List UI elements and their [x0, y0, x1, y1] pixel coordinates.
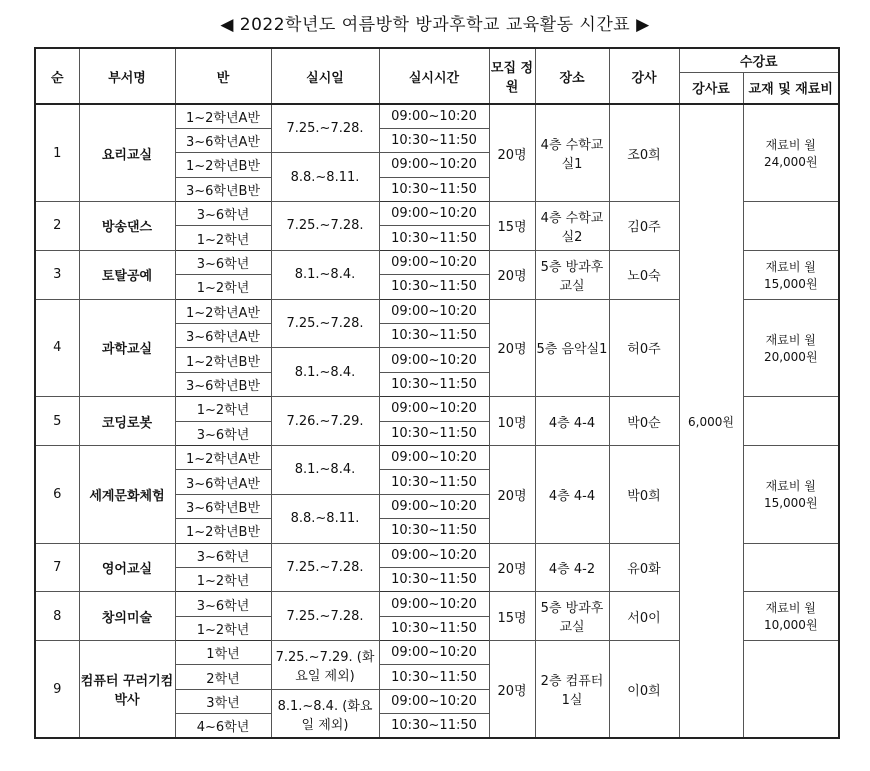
- row-number: 7: [35, 543, 79, 592]
- schedule-time: 09:00~10:20: [379, 397, 489, 421]
- schedule-time: 09:00~10:20: [379, 202, 489, 226]
- schedule-time: 10:30~11:50: [379, 665, 489, 689]
- capacity: 10명: [489, 397, 535, 446]
- place: 4층 4-2: [535, 543, 609, 592]
- class-name: 3~6학년B반: [175, 494, 271, 518]
- class-name: 3~6학년B반: [175, 177, 271, 201]
- teacher: 노0숙: [609, 250, 679, 299]
- teacher: 서0이: [609, 592, 679, 641]
- class-name: 3~6학년: [175, 421, 271, 445]
- material-fee: 재료비 월 15,000원: [743, 250, 839, 299]
- teacher: 김0주: [609, 202, 679, 251]
- header-material-fee: 교재 및 재료비: [743, 72, 839, 104]
- class-name: 1~2학년: [175, 567, 271, 591]
- schedule-time: 10:30~11:50: [379, 470, 489, 494]
- class-name: 1~2학년B반: [175, 348, 271, 372]
- schedule-date: 7.25.~7.28.: [271, 104, 379, 153]
- department-name: 방송댄스: [79, 202, 175, 251]
- schedule-table: [34, 47, 840, 739]
- class-name: 3~6학년B반: [175, 372, 271, 396]
- material-fee: 재료비 월 15,000원: [743, 445, 839, 543]
- place: 4층 4-4: [535, 445, 609, 543]
- schedule-time: 09:00~10:20: [379, 494, 489, 518]
- material-fee: 재료비 월 24,000원: [743, 104, 839, 202]
- capacity: 20명: [489, 250, 535, 299]
- capacity: 15명: [489, 592, 535, 641]
- row-number: 1: [35, 104, 79, 202]
- schedule-date: 8.1.~8.4.: [271, 348, 379, 397]
- schedule-time: 10:30~11:50: [379, 616, 489, 640]
- place: 4층 수학교실2: [535, 202, 609, 251]
- schedule-time: 10:30~11:50: [379, 177, 489, 201]
- department-name: 코딩로봇: [79, 397, 175, 446]
- schedule-date: 8.1.~8.4.: [271, 250, 379, 299]
- class-name: 1~2학년A반: [175, 299, 271, 323]
- material-fee: [743, 641, 839, 739]
- schedule-time: 09:00~10:20: [379, 543, 489, 567]
- class-name: 1~2학년A반: [175, 104, 271, 128]
- place: 4층 수학교실1: [535, 104, 609, 202]
- class-name: 2학년: [175, 665, 271, 689]
- row-number: 9: [35, 641, 79, 739]
- header-place: 장소: [535, 48, 609, 104]
- schedule-time: 09:00~10:20: [379, 299, 489, 323]
- class-name: 1~2학년B반: [175, 153, 271, 177]
- header-class: 반: [175, 48, 271, 104]
- schedule-date: 7.25.~7.29. (화요일 제외): [271, 641, 379, 690]
- capacity: 15명: [489, 202, 535, 251]
- capacity: 20명: [489, 299, 535, 397]
- row-number: 6: [35, 445, 79, 543]
- class-name: 1~2학년B반: [175, 519, 271, 543]
- teacher: 박0순: [609, 397, 679, 446]
- schedule-time: 09:00~10:20: [379, 104, 489, 128]
- class-name: 3~6학년A반: [175, 324, 271, 348]
- schedule-time: 09:00~10:20: [379, 592, 489, 616]
- class-name: 3~6학년: [175, 202, 271, 226]
- schedule-date: 7.25.~7.28.: [271, 592, 379, 641]
- material-fee: [743, 543, 839, 592]
- material-fee: 재료비 월 10,000원: [743, 592, 839, 641]
- department-name: 창의미술: [79, 592, 175, 641]
- class-name: 3~6학년: [175, 250, 271, 274]
- class-name: 3~6학년A반: [175, 128, 271, 152]
- schedule-time: 09:00~10:20: [379, 348, 489, 372]
- department-name: 과학교실: [79, 299, 175, 397]
- schedule-date: 7.25.~7.28.: [271, 202, 379, 251]
- schedule-time: 09:00~10:20: [379, 250, 489, 274]
- row-number: 4: [35, 299, 79, 397]
- place: 5층 방과후 교실: [535, 250, 609, 299]
- header-no: 순: [35, 48, 79, 104]
- place: 5층 방과후 교실: [535, 592, 609, 641]
- class-name: 3~6학년: [175, 543, 271, 567]
- teacher: 박0희: [609, 445, 679, 543]
- lecture-fee: 6,000원: [679, 104, 743, 738]
- schedule-time: 10:30~11:50: [379, 324, 489, 348]
- schedule-time: 10:30~11:50: [379, 275, 489, 299]
- header-fee-group: 수강료: [679, 48, 839, 72]
- schedule-time: 09:00~10:20: [379, 641, 489, 665]
- capacity: 20명: [489, 104, 535, 202]
- material-fee: [743, 202, 839, 251]
- teacher: 조0희: [609, 104, 679, 202]
- department-name: 요리교실: [79, 104, 175, 202]
- class-name: 1~2학년: [175, 275, 271, 299]
- department-name: 영어교실: [79, 543, 175, 592]
- class-name: 3학년: [175, 689, 271, 713]
- schedule-time: 09:00~10:20: [379, 445, 489, 469]
- place: 4층 4-4: [535, 397, 609, 446]
- schedule-date: 8.1.~8.4. (화요일 제외): [271, 689, 379, 738]
- class-name: 1~2학년: [175, 616, 271, 640]
- capacity: 20명: [489, 543, 535, 592]
- capacity: 20명: [489, 641, 535, 739]
- schedule-time: 10:30~11:50: [379, 226, 489, 250]
- schedule-time: 10:30~11:50: [379, 372, 489, 396]
- class-name: 3~6학년: [175, 592, 271, 616]
- class-name: 1~2학년A반: [175, 445, 271, 469]
- schedule-time: 10:30~11:50: [379, 567, 489, 591]
- schedule-date: 8.8.~8.11.: [271, 153, 379, 202]
- class-name: 4~6학년: [175, 714, 271, 738]
- material-fee: [743, 397, 839, 446]
- schedule-date: 7.25.~7.28.: [271, 543, 379, 592]
- header-time: 실시시간: [379, 48, 489, 104]
- header-lecture-fee: 강사료: [679, 72, 743, 104]
- teacher: 이0희: [609, 641, 679, 739]
- row-number: 5: [35, 397, 79, 446]
- class-name: 1학년: [175, 641, 271, 665]
- department-name: 토탈공예: [79, 250, 175, 299]
- schedule-time: 10:30~11:50: [379, 714, 489, 738]
- material-fee: 재료비 월 20,000원: [743, 299, 839, 397]
- row-number: 8: [35, 592, 79, 641]
- capacity: 20명: [489, 445, 535, 543]
- teacher: 허0주: [609, 299, 679, 397]
- row-number: 2: [35, 202, 79, 251]
- schedule-date: 7.26.~7.29.: [271, 397, 379, 446]
- place: 2층 컴퓨터 1실: [535, 641, 609, 739]
- place: 5층 음악실1: [535, 299, 609, 397]
- department-name: 컴퓨터 꾸러기컴박사: [79, 641, 175, 739]
- header-capacity: 모집 정원: [489, 48, 535, 104]
- schedule-date: 8.8.~8.11.: [271, 494, 379, 543]
- header-date: 실시일: [271, 48, 379, 104]
- class-name: 3~6학년A반: [175, 470, 271, 494]
- header-teacher: 강사: [609, 48, 679, 104]
- schedule-time: 10:30~11:50: [379, 421, 489, 445]
- schedule-date: 8.1.~8.4.: [271, 445, 379, 494]
- schedule-body: [35, 104, 839, 738]
- page-title: ◀ 2022학년도 여름방학 방과후학교 교육활동 시간표 ▶: [220, 15, 650, 35]
- schedule-time: 09:00~10:20: [379, 153, 489, 177]
- department-name: 세계문화체험: [79, 445, 175, 543]
- schedule-time: 10:30~11:50: [379, 519, 489, 543]
- header-dept: 부서명: [79, 48, 175, 104]
- schedule-date: 7.25.~7.28.: [271, 299, 379, 348]
- class-name: 1~2학년: [175, 226, 271, 250]
- table-row: [35, 104, 839, 128]
- schedule-time: 10:30~11:50: [379, 128, 489, 152]
- class-name: 1~2학년: [175, 397, 271, 421]
- schedule-time: 09:00~10:20: [379, 689, 489, 713]
- teacher: 유0화: [609, 543, 679, 592]
- row-number: 3: [35, 250, 79, 299]
